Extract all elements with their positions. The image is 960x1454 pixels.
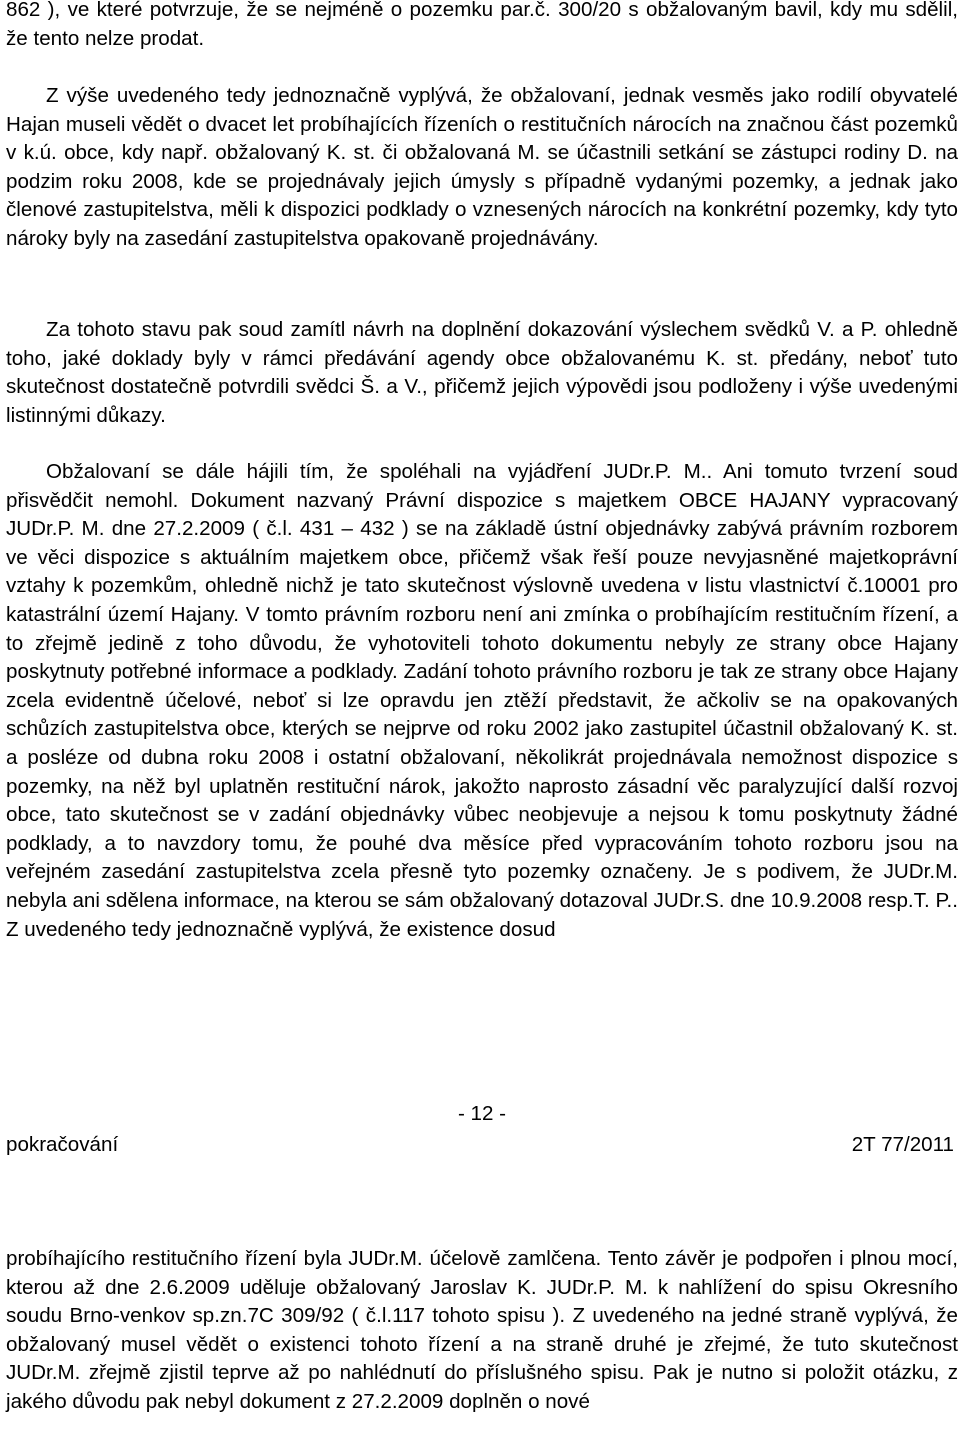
- case-number: 2T 77/2011: [851, 1133, 954, 1156]
- paragraph-1: Z výše uvedeného tedy jednoznačně vyplývá, že obžalovaní, jednak vesměs jako rodilí obyvatelé Hajan museli vědět o dvacet let probíhajících řízeních o restitučních nárocích na značnou část pozemků v k.ú. obce, kdy např. obžalovaný K. st. či obžalovaná M. se účastnili setkání se zástupci rodiny D. na podzim roku 2008, kde se projednávaly jejich úmysly s případně vydanými pozemky, a jednak jako členové zastupitelstva, měli k dispozici podklady o vznesených nárocích na konkrétní pozemky, kdy tyto nároky byly na zasedání zastupitelstva opakovaně projednávány.: [6, 84, 958, 250]
- paragraph-continuation-top: 862 ), ve které potvrzuje, že se nejméně o pozemku par.č. 300/20 s obžalovaným bavil, kdy mu sdělil, že tento nelze prodat.: [6, 0, 958, 50]
- page-number: - 12 -: [457, 1102, 507, 1125]
- continuation-label: pokračování: [6, 1133, 119, 1156]
- paragraph-3: Obžalovaní se dále hájili tím, že spoléhali na vyjádření JUDr.P. M.. Ani tomuto tvrzení soud přisvědčit nemohl. Dokument nazvaný Právní dispozice s majetkem OBCE HAJANY vypracovaný JUDr.P. M. dne 27.2.2009 ( č.l. 431 – 432 ) se na základě ústní objednávky zabývá právním rozborem ve věci dispozice s aktuálním majetkem obce, přičemž však řeší pouze nevyjasněné majetkoprávní vztahy k pozemkům, ohledně nichž je tato skutečnost výslovně uvedena v listu vlastnictví č.10001 pro katastrální území Hajany. V tomto právním rozboru není ani zmínka o probíhajícím restitučním řízení, a to zřejmě jedině z toho důvodu, že vyhotoviteli tohoto dokumentu nebyly ze strany obce Hajany poskytnuty potřebné informace a podklady. Zadání tohoto právního rozboru je tak ze strany obce Hajany zcela evidentně účelové, neboť si lze opravdu jen ztěží představit, že ačkoliv se na opakovaných schůzích zastupitelstva obce, kterých se nejprve od roku 2002 jako zastupitel účastnil obžalovaný K. st. a posléze od dubna roku 2008 i ostatní obžalovaní, několikrát projednávala nemožnost dispozice s pozemky, na něž byl uplatněn restituční nárok, jakožto naprosto zásadní věc paralyzující další rozvoj obce, tato skutečnost se v zadání objednávky vůbec neobjevuje a nejsou k tomu poskytnuty žádné podklady, a to navzdory tomu, že pouhé dva měsíce před vypracováním tohoto rozboru jsou na veřejném zasedání zastupitelstva zcela přesně tyto pozemky označeny. Je s podivem, že JUDr.M. nebyla ani sdělena informace, na kterou se sám obžalovaný dotazoval JUDr.S. dne 10.9.2008 resp.T. P.. Z uvedeného tedy jednoznačně vyplývá, že existence dosud: [6, 460, 958, 941]
- paragraph-2: Za tohoto stavu pak soud zamítl návrh na doplnění dokazování výslechem svědků V. a P. ohledně toho, jaké doklady byly v rámci předávání agendy obce obžalovanému K. st. předány, neboť tuto skutečnost dostatečně potvrdili svědci Š. a V., přičemž jejich výpovědi jsou podloženy i výše uvedenými listinnými důkazy.: [6, 318, 958, 427]
- page-footer: [6, 1131, 954, 1159]
- paragraph-4: probíhajícího restitučního řízení byla JUDr.M. účelově zamlčena. Tento závěr je podpořen i plnou mocí, kterou až dne 2.6.2009 uděluje obžalovaný Jaroslav K. JUDr.P. M. k nahlížení do spisu Okresního soudu Brno-venkov sp.zn.7C 309/92 ( č.l.117 tohoto spisu ). Z uvedeného na jedné straně vyplývá, že obžalovaný musel vědět o existenci tohoto řízení a na straně druhé je zřejmé, že tuto skutečnost JUDr.M. zřejmě zjistil teprve až po nahlédnutí do příslušného spisu. Pak je nutno si položit otázku, z jakého důvodu pak nebyl dokument z 27.2.2009 doplněn o nové: [6, 1247, 958, 1413]
